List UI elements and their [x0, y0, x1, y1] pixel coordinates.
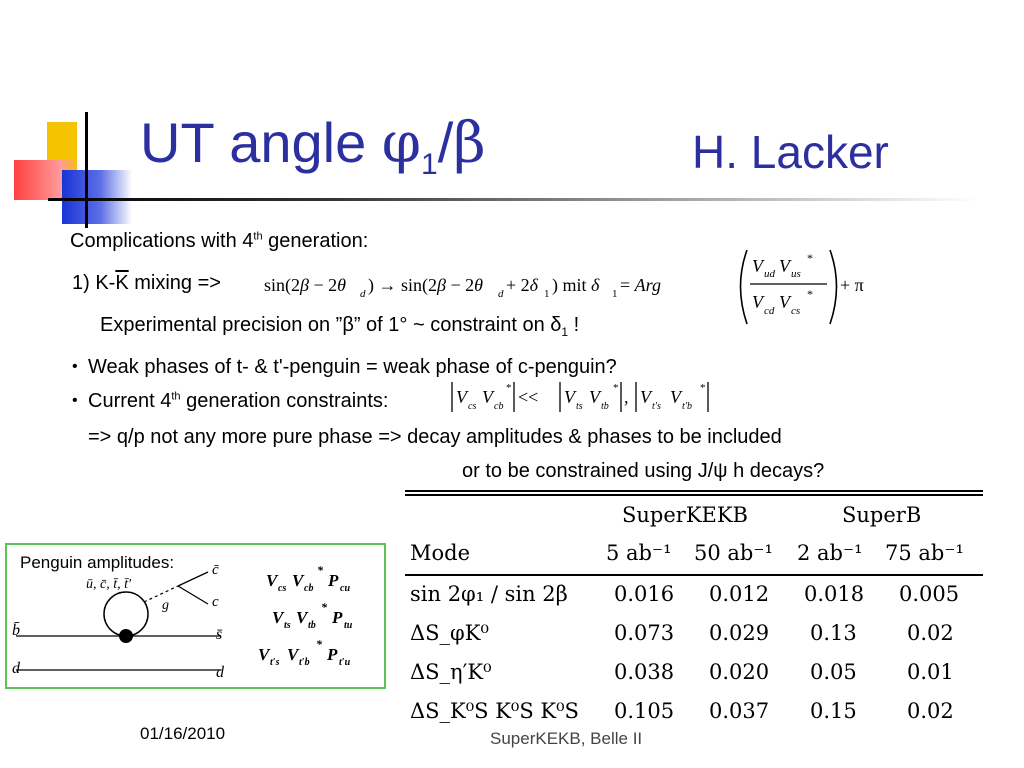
svg-text:tb: tb	[601, 401, 609, 412]
svg-text:cs: cs	[791, 305, 801, 317]
bullet-dot-1: •	[72, 358, 78, 375]
svg-text:) → sin(2β − 2θ: ) → sin(2β − 2θ	[368, 275, 483, 295]
precision-line	[100, 314, 579, 339]
table-row-3-val-1: 0.038	[614, 660, 675, 684]
svg-text:V: V	[640, 387, 651, 407]
complications-text: Complications with 4	[70, 230, 254, 252]
table-row-4-val-3: 0.15	[810, 699, 857, 723]
penguin-bbar: b̄	[12, 622, 20, 639]
svg-text:sin(2β − 2θ: sin(2β − 2θ	[264, 275, 346, 295]
table-row-1-val-1: 0.016	[614, 582, 675, 606]
item1-suffix: mixing =>	[128, 272, 221, 294]
item1-prefix: 1) K-	[72, 272, 116, 294]
svg-text:*: *	[807, 287, 813, 301]
table-top-rule	[405, 490, 983, 496]
svg-text:1: 1	[544, 288, 550, 300]
bullet2-sup: th	[171, 390, 181, 403]
svg-text:ud: ud	[764, 268, 775, 280]
table-row-4-val-4: 0.02	[907, 699, 954, 723]
svg-text:t′s: t′s	[652, 401, 661, 412]
svg-text:V: V	[779, 256, 790, 276]
table-header-mode: Mode	[410, 541, 471, 565]
complications-sup: th	[253, 230, 263, 243]
penguin-c: c	[212, 594, 219, 610]
table-row-2-val-2: 0.029	[709, 621, 770, 645]
item1-kbar: $\overline{K}$	[115, 272, 129, 294]
svg-text:t′s: t′s	[270, 657, 280, 668]
slide-author: H. Lacker	[692, 126, 889, 178]
penguin-gluon: g	[162, 598, 169, 613]
svg-text:V: V	[670, 387, 681, 407]
svg-text:1: 1	[612, 288, 618, 300]
title-phi: φ	[381, 111, 421, 176]
svg-text:= Arg: = Arg	[620, 275, 661, 295]
penguin-cbar: c̄	[212, 562, 219, 578]
svg-text:V: V	[589, 387, 600, 407]
svg-text:V: V	[266, 571, 278, 590]
svg-text:*: *	[316, 637, 322, 651]
table-row-2-val-4: 0.02	[907, 621, 954, 645]
table-group-superkekb: SuperKEKB	[622, 503, 748, 527]
svg-text:*: *	[317, 563, 323, 577]
svg-text:*: *	[700, 382, 706, 394]
svg-text:d: d	[360, 288, 366, 300]
svg-text:P: P	[327, 645, 338, 664]
svg-text:cb: cb	[494, 401, 504, 412]
implication-line-1: => q/p not any more pure phase => decay amplitudes & phases to be included	[88, 426, 782, 448]
svg-text:+ 2δ: + 2δ	[506, 275, 539, 295]
complications-suffix: generation:	[262, 230, 369, 252]
svg-text:cs: cs	[278, 583, 287, 594]
svg-text:d: d	[498, 288, 504, 300]
svg-text:cs: cs	[468, 401, 477, 412]
bullet2-prefix: Current 4	[88, 390, 172, 412]
footer-date: 01/16/2010	[140, 724, 226, 743]
svg-text:V: V	[272, 608, 284, 627]
table-group-superb: SuperB	[842, 503, 922, 527]
svg-text:t′b: t′b	[299, 657, 310, 668]
svg-text:*: *	[506, 382, 512, 394]
bullet-dot-2: •	[72, 392, 78, 409]
svg-text:V: V	[482, 387, 493, 407]
svg-text:cb: cb	[304, 583, 314, 594]
penguin-sbar: s̄	[216, 626, 223, 643]
title-sep: /	[437, 111, 454, 174]
svg-text:V: V	[752, 292, 763, 312]
table-row-3-val-4: 0.01	[907, 660, 954, 684]
svg-text:V: V	[752, 256, 763, 276]
table-header-col-1: 5 ab⁻¹	[606, 541, 672, 565]
svg-text:V: V	[456, 387, 467, 407]
table-row-4-mode: ΔS_K⁰S K⁰S K⁰S	[410, 699, 579, 723]
table-row-2-val-3: 0.13	[810, 621, 857, 645]
table-row-1-val-2: 0.012	[709, 582, 770, 606]
svg-text:*: *	[807, 251, 813, 265]
svg-text:t′b: t′b	[682, 401, 692, 412]
table-header-col-3: 2 ab⁻¹	[797, 541, 863, 565]
bullet-2	[88, 390, 388, 413]
svg-text:V: V	[779, 292, 790, 312]
table-row-3-val-2: 0.020	[709, 660, 770, 684]
table-row-4-val-2: 0.037	[709, 699, 770, 723]
title-text: UT angle	[140, 111, 382, 174]
slide-title	[140, 110, 486, 182]
penguin-amplitudes-formulas	[250, 560, 382, 684]
table-row-2-mode: ΔS_φK⁰	[410, 621, 489, 645]
table-row-3-val-3: 0.05	[810, 660, 857, 684]
precision-text: Experimental precision on ”β” of 1° ~ constraint on δ	[100, 314, 562, 336]
footer-center: SuperKEKB, Belle II	[490, 729, 643, 748]
decor-vertical-line	[85, 112, 88, 228]
svg-text:*: *	[613, 382, 619, 394]
svg-text:) mit δ: ) mit δ	[552, 275, 600, 295]
table-row-3-mode: ΔS_η′K⁰	[410, 660, 492, 684]
svg-text:V: V	[292, 571, 304, 590]
item1-label	[72, 272, 221, 295]
svg-text:V: V	[287, 645, 299, 664]
title-underline	[48, 198, 978, 201]
svg-text:V: V	[258, 645, 270, 664]
table-header-rule	[405, 574, 983, 576]
svg-text:tu: tu	[344, 620, 353, 631]
title-sub: 1	[421, 148, 438, 182]
svg-text:us: us	[791, 268, 801, 280]
table-header-col-4: 75 ab⁻¹	[885, 541, 964, 565]
precision-suffix: !	[568, 314, 580, 336]
penguin-d-right: d	[216, 664, 224, 681]
svg-text:P: P	[332, 608, 343, 627]
table-row-1-val-4: 0.005	[899, 582, 960, 606]
svg-text:ts: ts	[284, 620, 291, 631]
svg-text:t′u: t′u	[339, 657, 351, 668]
svg-text:+ π: + π	[840, 275, 864, 295]
implication-line-2: or to be constrained using J/ψ h decays?	[462, 460, 825, 482]
svg-text:<<: <<	[518, 387, 539, 407]
penguin-quarks: ū, c̄, t̄, t̄'	[86, 577, 131, 592]
bullet-1: Weak phases of t- & t'-penguin = weak phase of c-penguin?	[88, 356, 617, 378]
table-header-col-2: 50 ab⁻¹	[694, 541, 773, 565]
svg-text:tb: tb	[308, 620, 316, 631]
svg-text:ts: ts	[576, 401, 583, 412]
svg-text:*: *	[321, 600, 327, 614]
decor-blue-square	[62, 170, 132, 224]
svg-text:V: V	[564, 387, 575, 407]
svg-text:P: P	[328, 571, 339, 590]
svg-text:cd: cd	[764, 305, 775, 317]
precision-sub: 1	[561, 325, 569, 339]
constraint-formula	[446, 378, 746, 418]
svg-text:,: ,	[624, 387, 629, 407]
bullet2-suffix: generation constraints:	[180, 390, 389, 412]
title-beta: β	[453, 111, 486, 176]
table-row-1-mode: sin 2φ₁ / sin 2β	[410, 582, 568, 606]
penguin-d-left: d	[12, 660, 20, 677]
penguin-label: Penguin amplitudes:	[20, 553, 175, 572]
table-row-1-val-3: 0.018	[804, 582, 865, 606]
table-row-4-val-1: 0.105	[614, 699, 675, 723]
svg-text:cu: cu	[340, 583, 350, 594]
svg-text:V: V	[296, 608, 308, 627]
table-row-2-val-1: 0.073	[614, 621, 675, 645]
